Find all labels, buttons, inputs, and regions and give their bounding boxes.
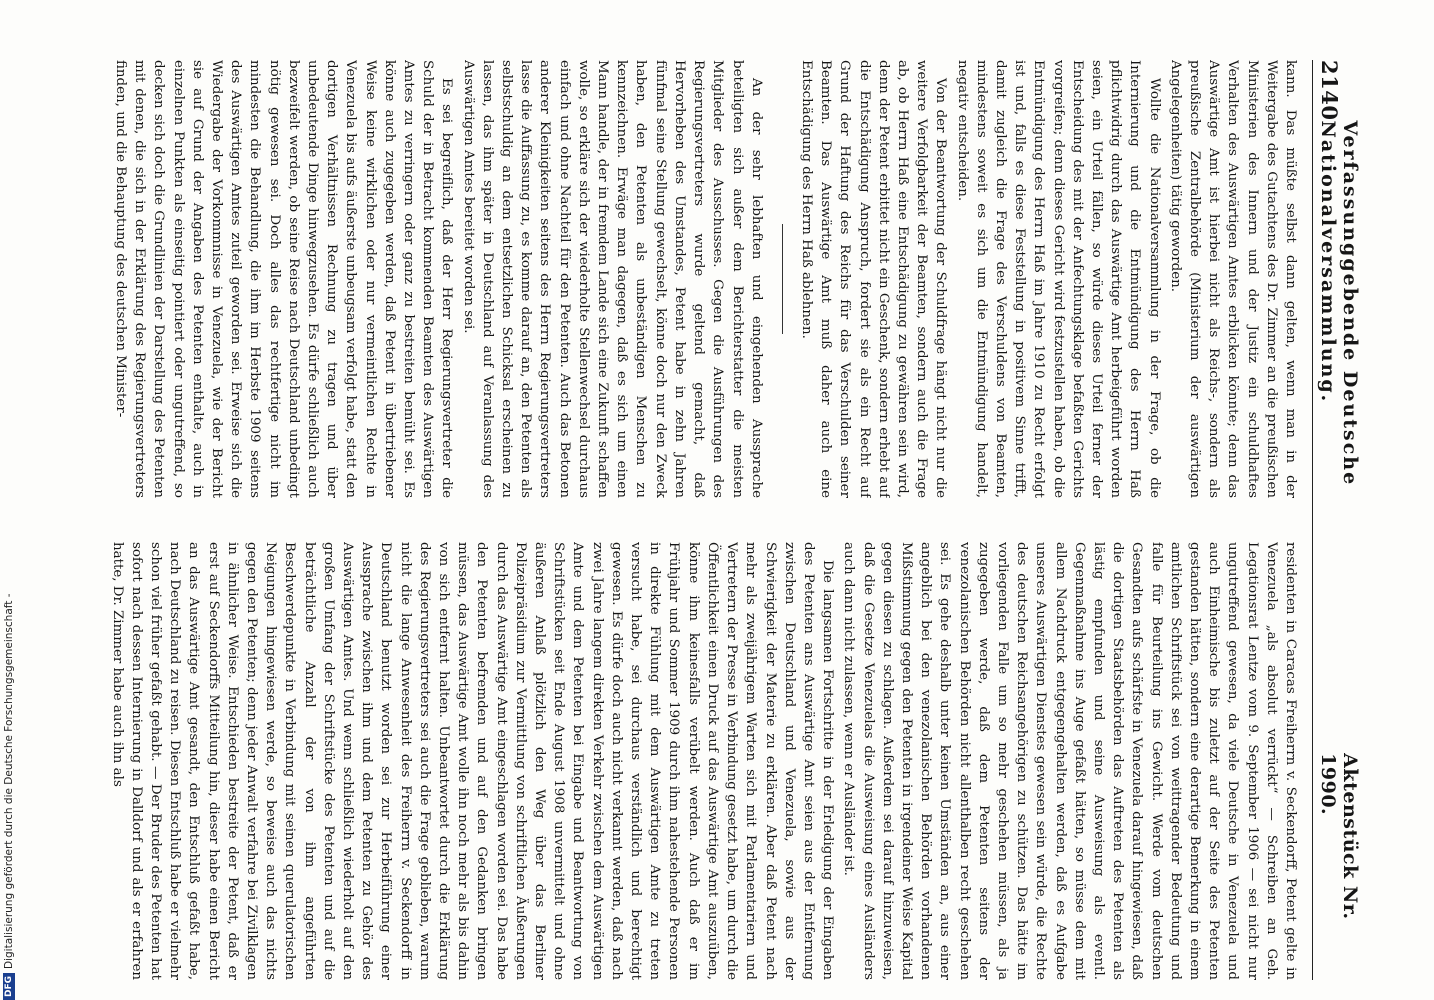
rotated-document-sheet bbox=[106, 60, 1361, 980]
page-header bbox=[1312, 60, 1361, 980]
digitization-stamp-text: Digitalisierung gefördert durch die Deutsche Forschungsgemeinschaft - bbox=[3, 593, 15, 969]
digitization-stamp bbox=[2, 0, 16, 1000]
document-reference: Aktenstück Nr. 1990. bbox=[1317, 753, 1361, 920]
paragraph: An der sehr lebhaften und eingehenden Aussprache beteiligten sich außer dem Berichterstatter die meisten Mitglieder des Ausschusses. Gegen die Ausführungen des Regierungsvertreters wurde geltend gemacht, daß Hervorheben des Umstandes, Petent habe in zehn Jahren fünfmal seine Stellung gewechselt, könne doch nur den Zweck haben, den Petenten als unbeständigen Menschen zu kennzeichnen. Erwäge man dagegen, daß es sich um einen Mann handle, der in fremdem Lande sich eine Zukunft schaffen wolle, so erkläre sich der wiederholte Stellenwechsel durchaus einfach und ohne Nachteil für den Petenten. Auch das Betonen anderer Kleinigkeiten seitens des Herrn Regierungsvertreters lasse die Auffassung zu, es komme darauf an, den Petenten als selbstschuldig an dem entsetzlichen Schicksal erscheinen zu lassen, das ihm später in Deutschland auf Veranlassung des Auswärtigen Amtes bereitet worden sei. bbox=[460, 60, 764, 498]
paragraph: kann. Das müßte selbst dann gelten, wenn man in der Weitergabe des Gutachtens des Dr. Zimmer an die preußischen Ministerien des Innern und der Justiz ein schuldhaftes Verhalten des Auswärtigen Amtes erblicken könnte; denn das Auswärtige Amt ist hierbei nicht als Reichs-, sondern als preußische Zentralbehörde (Ministerium der auswärtigen Angelegenheiten) tätig geworden. bbox=[1167, 60, 1298, 498]
right-text-column bbox=[110, 542, 1300, 980]
document-title: Verfassunggebende Deutsche Nationalversammlung. bbox=[1317, 120, 1361, 487]
paragraph: Es sei begreiflich, daß der Herr Regierungsvertreter die Schuld der in Betracht kommenden Beamten des Auswärtigen Amtes zu verringern oder ganz zu bestreiten bemüht sei. Es könne auch zugegeben werden, daß Petent in übertriebener Weise keine wirklichen oder nur vermeintlichen Rechte in Venezuela bis aufs äußerste unbeugsam verfolgt habe, statt den dortigen Verhältnissen Rechnung zu tragen und über unbedeutende Dinge hinwegzusehen. Es dürfe schließlich auch bezweifelt werden, ob seine Reise nach Deutschland unbedingt nötig gewesen sei. Doch alles das rechtfertige nicht im mindesten die Behandlung, die ihm im Herbste 1909 seitens des Auswärtigen Amtes zuteil geworden sei. Erweise sich die Wiedergabe der Vorkommnisse in Venezuela, wie der Bericht sie auf Grund der Angaben des Petenten enthalte, auch in einzelnen Punkten als einseitig pointiert oder ungutreffend, so decken sich doch die Grundlinien der Darstellung des Petenten mit denen, die sich in der Erklärung des Regierungsvertreters finden, und die Behauptung des deutschen Minister- bbox=[113, 60, 455, 498]
paragraph: Die langsamen Fortschritte in der Erledigung der Eingaben des Petenten ans Auswärtige Amt seien aus der Entfernung zwischen Deutschland und Venezuela, sowie aus der Schwierigkeit der Materie zu erklären. Aber daß Petent nach mehr als zweijährigem Warten sich mit Parlamentariern und Vertretern der Presse in Verbindung gesetzt habe, um durch die Öffentlichkeit einen Druck auf das Auswärtige Amt auszuüben, könne ihm keinesfalls verübelt werden. Auch daß er im Frühjahr und Sommer 1909 durch ihm nahestehende Personen in direkte Fühlung mit dem Auswärtigen Amte zu treten versucht habe, sei durchaus verständlich und berechtigt gewesen. Es dürfe doch auch nicht verkannt werden, daß nach zwei Jahre langem direkten Verkehr zwischen dem Auswärtigen Amte und dem Petenten bei Eingabe und Beantwortung von Schriftstücken seit Ende August 1908 unvermittelt und ohne äußeren Anlaß plötzlich den Weg über das Berliner Polizeipräsidium zur Vermittlung von schriftlichen Äußerungen durch das Auswärtige Amt eingeschlagen worden sei. Das habe den Petenten befremden und auf den Gedanken bringen müssen, das Auswärtige Amt wolle ihn noch mehr als bis dahin von sich entfernt halten. Unbeantwortet durch die Erklärung des Regierungsvertreters sei auch die Frage geblieben, warum nicht die lange Anwesenheit des Freiherrn v. Seckendorff in Deutschland benutzt worden sei zur Herbeiführung einer Aussprache zwischen ihm und dem Petenten zu Gehör des Auswärtigen Amtes. Und wenn schließlich wiederholt auf den großen Umfang der Schriftstücke des Petenten und auf die beträchtliche Anzahl der von ihm angeführten Beschwerdepunkte in Verbindung mit seinen querulatorischen Neigungen hingewiesen werde, so beweise auch das nichts gegen den Petenten; denn jeder Anwalt verfahre bei Zivilklagen in ähnlicher Weise. Entschieden bestreite der Petent, daß er erst auf Seckendorffs Mitteilung hin, dieser habe einen Bericht an das Auswärtige Amt gesandt, den Entschluß gefaßt habe, nach Deutschland zu reisen. Diesen Entschluß habe er vielmehr schon viel früher gefaßt gehabt. — Der Bruder des Petenten hat sofort nach dessen Internierung in Dalldorf und als er erfahren hatte, Dr. Zimmer habe auch ihn als bbox=[110, 542, 836, 980]
paragraph: residenten in Caracas Freiherrn v. Seckendorff, Petent gelte in Venezuela „als absolut verrückt“ — Schreiben an Geh. Legationsrat Lentze vom 9. September 1906 — sei nicht nur ungutreffend gewesen, da viele Deutsche in Venezuela und auch Einheimische bis zuletzt auf der Seite des Petenten gestanden hätten, sondern eine derartige Bemerkung in einem amtlichen Schriftstück sei von weittragender Bedeutung und falle für Beurteilung ins Gewicht. Werde vom deutschen Gesandten aufs schärfste in Venezuela darauf hingewiesen, daß die dortigen Staatsbehörden das Auftreten des Petenten als lästig empfunden und seine Ausweisung als eventl. Gegenmaßnahme ins Auge gefaßt hätten, so müsse dem mit allem Nachdruck entgegengehalten werden, daß es Aufgabe unseres Auswärtigen Dienstes gewesen sein würde, die Rechte des deutschen Reichsangehörigen zu schützen. Das hätte im vorliegenden Falle um so mehr geschehen müssen, als ja zugegeben werde, daß dem Petenten seitens der venezolanischen Behörden nicht allenthalben recht geschehen sei. Es gehe deshalb unter keinen Umständen an, aus einer angeblich bei den venezolanischen Behörden vorhandenen Mißstimmung gegen den Petenten in irgendeiner Weise Kapital gegen diesen zu schlagen. Außerdem sei darauf hinzuweisen, daß die Gesetze Venezuelas die Ausweisung eines Ausländers auch dann nicht zulassen, wenn er Ausländer ist. bbox=[841, 542, 1298, 980]
page-number: 2140 bbox=[1317, 60, 1342, 121]
section-divider bbox=[782, 224, 783, 334]
paragraph: Von der Beantwortung der Schuldfrage hängt nicht nur die weitere Verfolgbarkeit der Beamten, sondern auch die Frage ab, ob Herrn Haß eine Entschädigung zu gewähren sein wird, denn der Petent erbittet nicht ein Geschenk, sondern erhebt auf die Entschädigung Anspruch, fordert sie als ein Recht auf Grund der Haftung des Reichs für das Verschulden seiner Beamten. Das Auswärtige Amt muß daher auch eine Entschädigung des Herrn Haß ablehnen. bbox=[798, 60, 949, 498]
dfg-logo: DFG bbox=[3, 973, 15, 1000]
paragraph: Wollte die Nationalversammlung in der Frage, ob die Internierung und die Entmündigung des Herrn Haß pflichtwidrig durch das Auswärtige Amt herbeigeführt worden seien, ein Urteil fällen, so würde dieses Urteil ferner der Entscheidung des mit der Anfechtungsklage befaßten Gerichts vorgreifen; denn dieses Gericht wird festzustellen haben, ob die Entmündigung des Herrn Haß im Jahre 1910 zu Recht erfolgt ist und, falls es diese Feststellung in positivem Sinne trifft, damit zugleich die Frage des Verschuldens von Beamten, mindestens soweit es sich um die Entmündigung handelt, negativ entscheiden. bbox=[954, 60, 1162, 498]
left-text-column bbox=[110, 60, 1300, 498]
